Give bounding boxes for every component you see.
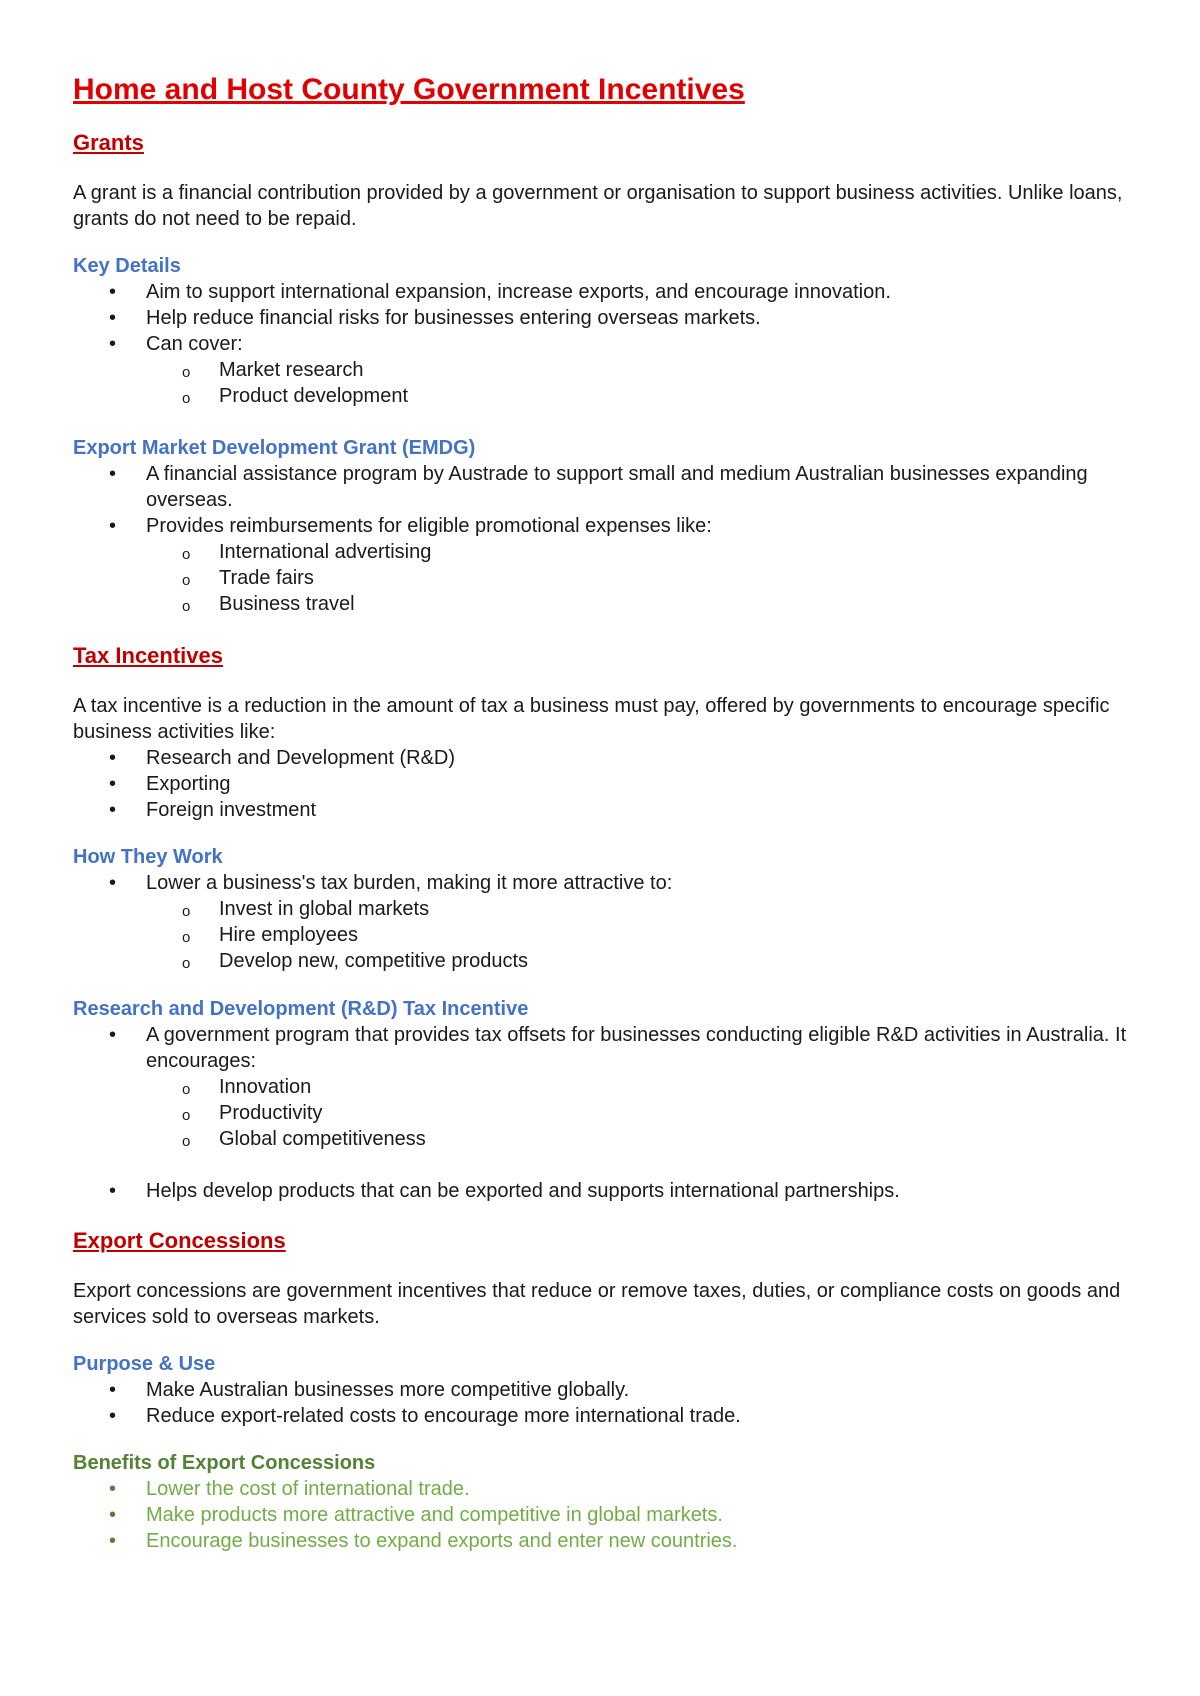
subheading-how-they-work: How They Work [73,846,223,868]
sub-list-item: o Invest in global markets [73,896,1133,922]
key-details-list [73,279,1133,409]
list-item: • Exporting [73,771,1133,797]
sub-list-item: o Market research [73,357,1133,383]
list-item: • Reduce export-related costs to encourage more international trade. [73,1403,1133,1429]
sub-list-item: o Business travel [73,591,1133,617]
subheading-emdg: Export Market Development Grant (EMDG) [73,437,476,459]
list-item: • Encourage businesses to expand exports and enter new countries. [73,1528,1133,1554]
subheading-purpose-use: Purpose & Use [73,1353,216,1375]
list-item: • Helps develop products that can be exported and supports international partnerships. [73,1178,1133,1204]
export-intro: Export concessions are government incentives that reduce or remove taxes, duties, or compliance costs on goods and services sold to overseas markets. [73,1280,1121,1328]
list-item: • A financial assistance program by Austrade to support small and medium Australian businesses expanding overseas. [73,461,1133,513]
list-item-text: Can cover: [146,333,243,355]
sub-list [146,896,1133,974]
sub-list-item: o Hire employees [73,922,1133,948]
sub-list-item: o Trade fairs [73,565,1133,591]
list-item: • Lower the cost of international trade. [73,1476,1133,1502]
subheading-rd-tax-incentive: Research and Development (R&D) Tax Incentive [73,998,529,1020]
list-item: • Aim to support international expansion, increase exports, and encourage innovation. [73,279,1133,305]
benefits-list [73,1476,1133,1554]
purpose-list [73,1377,1133,1429]
list-item: • Make products more attractive and competitive in global markets. [73,1502,1133,1528]
list-item [73,331,1133,409]
sub-list-item: o Product development [73,383,1133,409]
list-item: • Help reduce financial risks for businesses entering overseas markets. [73,305,1133,331]
tax-intro: A tax incentive is a reduction in the amount of tax a business must pay, offered by governments to encourage specific business activities like: [73,695,1110,743]
list-item [73,513,1133,617]
list-item [73,870,1133,974]
section-heading-grants: Grants [73,130,144,155]
document-page [73,72,1133,1554]
sub-list-item: o International advertising [73,539,1133,565]
section-heading-export-concessions: Export Concessions [73,1228,286,1253]
list-item: • Foreign investment [73,797,1133,823]
list-item: • Research and Development (R&D) [73,745,1133,771]
sub-list-item: o Develop new, competitive products [73,948,1133,974]
sub-list-item: o Productivity [73,1100,1133,1126]
sub-list-item: o Global competitiveness [73,1126,1133,1152]
list-item-text: Provides reimbursements for eligible promotional expenses like: [146,515,712,537]
list-item-text: Lower a business's tax burden, making it more attractive to: [146,872,673,894]
sub-list-item: o Innovation [73,1074,1133,1100]
sub-list [146,1074,1133,1152]
subheading-benefits: Benefits of Export Concessions [73,1452,376,1474]
list-item [73,1022,1133,1152]
section-heading-tax-incentives: Tax Incentives [73,643,223,668]
list-item-text: A government program that provides tax offsets for businesses conducting eligible R&D activities in Australia. It encourages: [146,1024,1127,1072]
tax-activities-list [73,745,1133,823]
rd-list [73,1022,1133,1204]
how-they-work-list [73,870,1133,974]
subheading-key-details: Key Details [73,255,181,277]
list-item: • Make Australian businesses more competitive globally. [73,1377,1133,1403]
emdg-list [73,461,1133,617]
page-title: Home and Host County Government Incentives [73,73,745,106]
grants-intro: A grant is a financial contribution provided by a government or organisation to support business activities. Unlike loans, grants do not need to be repaid. [73,182,1123,230]
sub-list [146,539,1133,617]
sub-list [146,357,1133,409]
